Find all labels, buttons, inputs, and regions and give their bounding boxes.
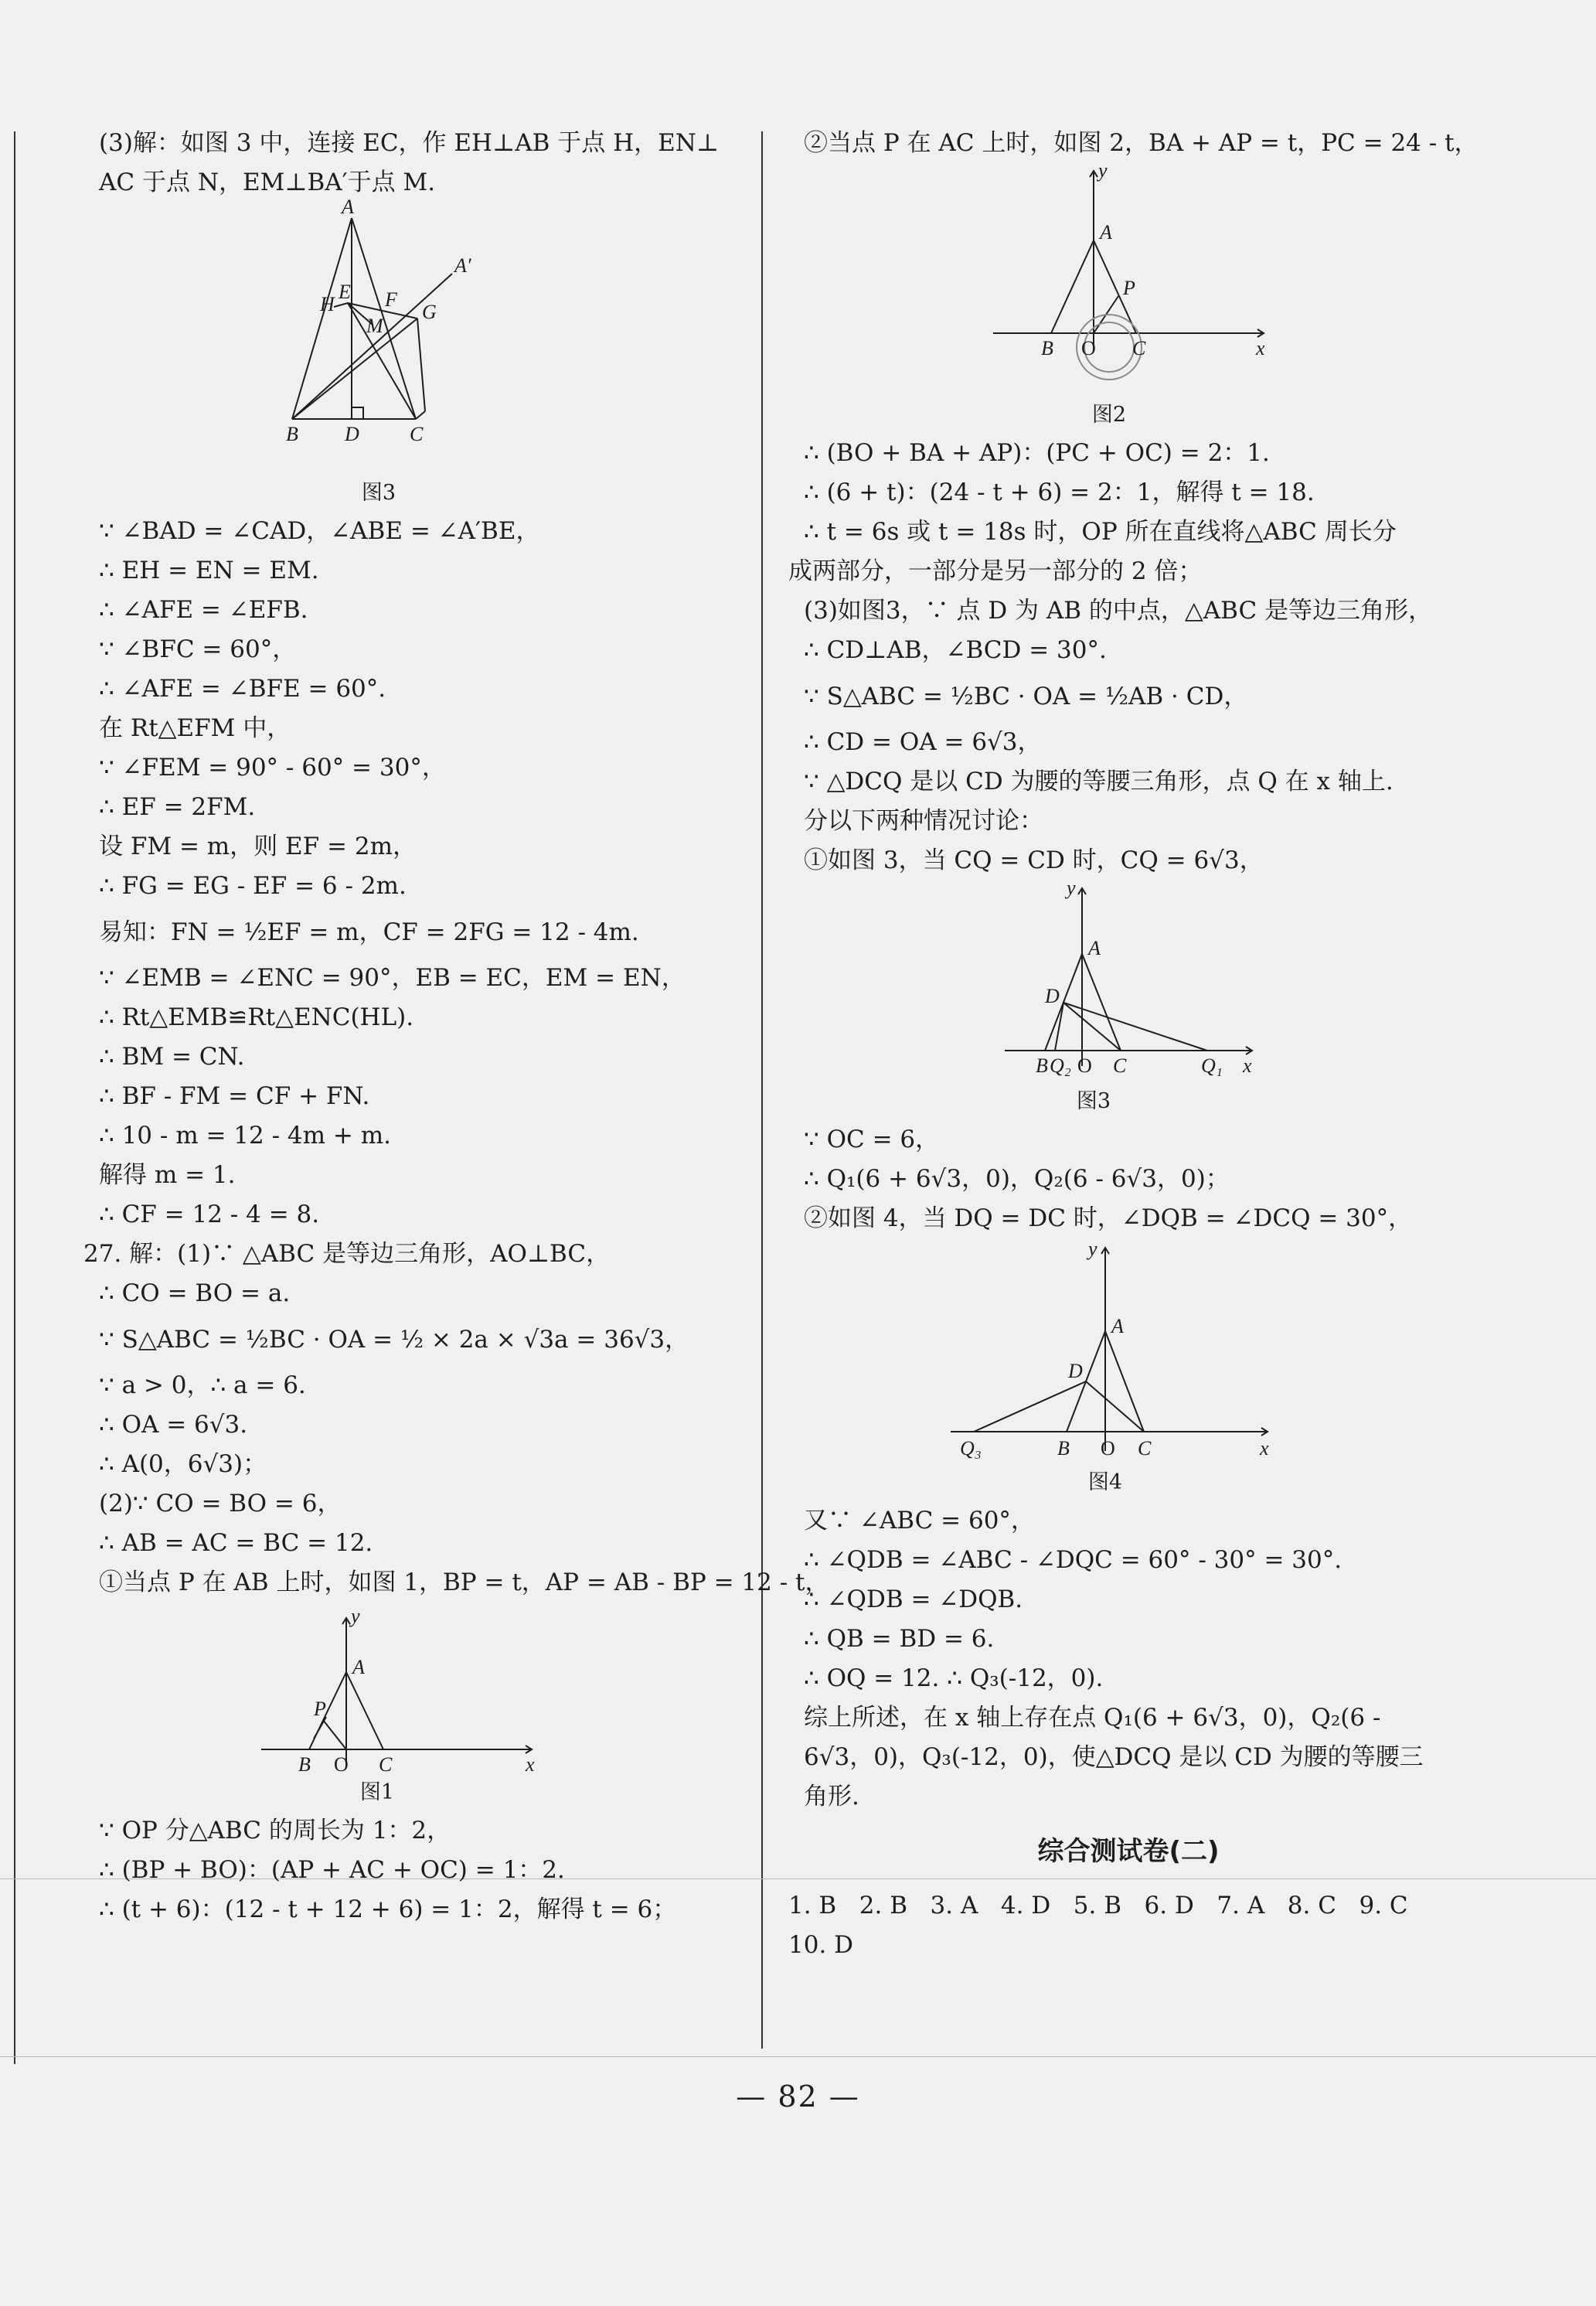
text-line: ∴ Rt△EMB≌Rt△ENC(HL). (99, 1003, 414, 1031)
axis-y: y (1098, 159, 1108, 182)
label-A-prime: A′ (454, 254, 471, 277)
left-margin-rule (14, 131, 15, 2064)
text-line: ∴ OQ = 12. ∴ Q₃(-12，0). (804, 1664, 1104, 1692)
text-line: ∴ QB = BD = 6. (804, 1625, 995, 1653)
text-line: 成两部分，一部分是另一部分的 2 倍； (788, 557, 1203, 585)
label-O: O (334, 1753, 349, 1776)
label-P: P (314, 1698, 326, 1720)
text-line: ∴ CF = 12 - 4 = 8. (99, 1201, 320, 1228)
text-line: ∴ FG = EG - EF = 6 - 2m. (99, 872, 407, 900)
text-line: ∴ ∠AFE = ∠EFB. (99, 596, 308, 624)
text-line: 综上所述，在 x 轴上存在点 Q₁(6 + 6√3，0)，Q₂(6 - (804, 1704, 1381, 1732)
figure-3-left (286, 196, 487, 512)
label-O: O (1101, 1437, 1115, 1460)
label-G: G (422, 301, 437, 323)
text-line: ∵ S△ABC = ½BC · OA = ½ × 2a × √3a = 36√3， (99, 1326, 689, 1354)
text-line: ∴ (BO + BA + AP)：(PC + OC) = 2：1. (804, 439, 1270, 467)
column-divider (761, 131, 763, 2049)
text-line: ∴ CO = BO = a. (99, 1279, 291, 1307)
text-line: ∴ CD⊥AB，∠BCD = 30°. (804, 636, 1107, 664)
text-line: ∵ S△ABC = ½BC · OA = ½AB · CD， (804, 683, 1248, 710)
label-A: A (1088, 937, 1101, 959)
text-line: ∴ 10 - m = 12 - 4m + m. (99, 1122, 391, 1150)
page-number: — 82 — (736, 2079, 860, 2114)
text-line: 角形. (804, 1783, 859, 1810)
text-line: ∴ BM = CN. (99, 1043, 245, 1071)
text-line: ①当点 P 在 AB 上时，如图 1，BP = t，AP = AB - BP = 12 - t， (99, 1569, 829, 1596)
figure-caption: 图3 (361, 481, 396, 505)
text-line: 解得 m = 1. (99, 1161, 236, 1189)
figure-1-diagram (254, 1603, 547, 1780)
label-B: B (286, 423, 298, 445)
figure-4 (943, 1238, 1283, 1501)
text-line: ①如图 3，当 CQ = CD 时，CQ = 6√3， (804, 846, 1264, 874)
text-line: 易知：FN = ½EF = m，CF = 2FG = 12 - 4m. (99, 918, 639, 946)
label-B: B (1041, 337, 1053, 359)
text-line: 分以下两种情况讨论： (804, 807, 1043, 835)
axis-x: x (1260, 1437, 1269, 1460)
text-line: ∵ △DCQ 是以 CD 为腰的等腰三角形，点 Q 在 x 轴上. (804, 768, 1394, 795)
label-D: D (1068, 1360, 1083, 1382)
label-A: A (1100, 221, 1112, 244)
text-line: ②当点 P 在 AC 上时，如图 2，BA + AP = t，PC = 24 - t， (804, 129, 1479, 157)
question-27-heading: 27. 解：(1)∵ △ABC 是等边三角形，AO⊥BC， (83, 1240, 611, 1268)
text-line: ∵ a > 0，∴ a = 6. (99, 1371, 306, 1399)
text-line: 在 Rt△EFM 中， (99, 714, 291, 742)
text-line: ∴ t = 6s 或 t = 18s 时，OP 所在直线将△ABC 周长分 (804, 518, 1397, 546)
label-A: A (342, 196, 354, 218)
text-line: ∵ ∠BAD = ∠CAD，∠ABE = ∠A′BE， (99, 517, 540, 545)
axis-x: x (526, 1753, 535, 1776)
label-Q2: Q₂ (1050, 1054, 1071, 1077)
label-M: M (366, 315, 383, 337)
figure-3-right (997, 877, 1291, 1120)
text-line: ∴ OA = 6√3. (99, 1411, 248, 1439)
label-D: D (345, 423, 359, 445)
left-column (83, 124, 829, 1930)
label-C: C (1132, 337, 1146, 359)
text-line: ∴ ∠QDB = ∠DQB. (804, 1586, 1023, 1613)
text-line: 又∵ ∠ABC = 60°， (804, 1507, 1035, 1534)
text-line: (3)如图3，∵ 点 D 为 AB 的中点，△ABC 是等边三角形， (804, 597, 1433, 625)
text-line: AC 于点 N，EM⊥BA′于点 M. (99, 169, 436, 196)
label-H: H (320, 293, 335, 315)
axis-x: x (1256, 337, 1265, 359)
label-C: C (379, 1753, 393, 1776)
text-line: ∴ ∠QDB = ∠ABC - ∠DQC = 60° - 30° = 30°. (804, 1546, 1342, 1574)
text-line: ∴ A(0，6√3)； (99, 1450, 267, 1478)
text-line: ∴ BF - FM = CF + FN. (99, 1082, 370, 1110)
figure-1 (254, 1603, 547, 1811)
text-line: ∴ ∠AFE = ∠BFE = 60°. (99, 675, 386, 703)
answer-key-line: 10. D (788, 1931, 854, 1959)
text-line: ∵ OP 分△ABC 的周长为 1：2， (99, 1817, 451, 1844)
text-line: ∴ EH = EN = EM. (99, 557, 319, 584)
figure-2-diagram (985, 159, 1279, 403)
axis-y: y (1088, 1238, 1097, 1260)
label-F: F (385, 288, 397, 311)
label-P: P (1123, 277, 1135, 299)
text-line: ∴ CD = OA = 6√3， (804, 728, 1042, 756)
text-line: ∵ OC = 6， (804, 1126, 940, 1153)
label-C: C (1113, 1054, 1127, 1077)
axis-y: y (351, 1605, 360, 1627)
figure-4-diagram (943, 1238, 1283, 1470)
figure-caption: 图4 (1087, 1470, 1123, 1494)
text-line: (3)解：如图 3 中，连接 EC，作 EH⊥AB 于点 H，EN⊥ (99, 129, 720, 157)
bottom-rule (0, 2056, 1596, 2057)
text-line: (2)∵ CO = BO = 6， (99, 1490, 342, 1517)
figure-caption: 图1 (359, 1780, 395, 1804)
axis-y: y (1067, 877, 1076, 899)
text-line: ∴ EF = 2FM. (99, 793, 256, 821)
right-column (788, 124, 1479, 1965)
text-line: ②如图 4，当 DQ = DC 时，∠DQB = ∠DCQ = 30°， (804, 1204, 1413, 1232)
figure-3-right-diagram (997, 877, 1291, 1089)
label-O: O (1077, 1054, 1092, 1077)
figure-3-left-diagram (286, 196, 487, 481)
label-Q1: Q₁ (1201, 1054, 1223, 1077)
text-line: ∴ (t + 6)：(12 - t + 12 + 6) = 1：2，解得 t = 6； (99, 1896, 677, 1923)
label-D: D (1045, 985, 1060, 1007)
label-O: O (1081, 337, 1096, 359)
text-line: 6√3，0)，Q₃(-12，0)，使△DCQ 是以 CD 为腰的等腰三 (804, 1743, 1424, 1771)
text-line: ∴ (6 + t)：(24 - t + 6) = 2：1，解得 t = 18. (804, 479, 1315, 506)
text-line: ∴ AB = AC = BC = 12. (99, 1529, 373, 1557)
label-A: A (1111, 1315, 1124, 1337)
figure-caption: 图3 (1076, 1089, 1111, 1113)
label-C: C (410, 423, 424, 445)
text-line: ∵ ∠FEM = 90° - 60° = 30°， (99, 754, 446, 782)
label-Q3: Q₃ (960, 1437, 982, 1460)
label-A: A (352, 1656, 365, 1678)
label-B: B (1036, 1054, 1048, 1077)
label-B: B (1057, 1437, 1070, 1460)
section-title: 综合测试卷(二) (1037, 1836, 1220, 1867)
text-line: ∴ (BP + BO)：(AP + AC + OC) = 1：2. (99, 1856, 565, 1884)
label-C: C (1138, 1437, 1152, 1460)
axis-x: x (1243, 1054, 1252, 1077)
label-B: B (298, 1753, 311, 1776)
text-line: ∵ ∠BFC = 60°， (99, 635, 297, 663)
figure-caption: 图2 (1091, 403, 1127, 427)
label-E: E (339, 281, 351, 303)
text-line: ∴ Q₁(6 + 6√3，0)，Q₂(6 - 6√3，0)； (804, 1165, 1230, 1193)
text-line: 设 FM = m，则 EF = 2m， (99, 833, 417, 860)
answer-key-line: 1. B 2. B 3. A 4. D 5. B 6. D 7. A 8. C 9. C (788, 1892, 1408, 1919)
figure-2 (985, 159, 1279, 434)
text-line: ∵ ∠EMB = ∠ENC = 90°，EB = EC，EM = EN， (99, 964, 686, 992)
